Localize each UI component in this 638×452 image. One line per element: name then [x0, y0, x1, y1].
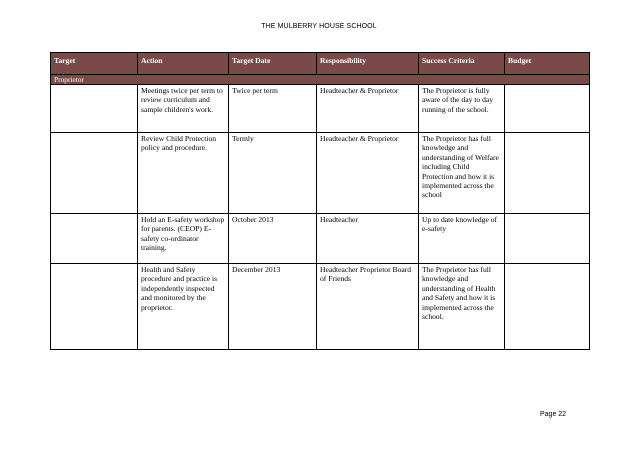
cell-action: Health and Safety procedure and practice is independently inspected and monitored by the proprietor. [138, 264, 229, 350]
cell-budget [505, 85, 590, 133]
cell-success-criteria: The Proprietor is fully aware of the day to day running of the school. [419, 85, 505, 133]
cell-responsibility: Headteacher [317, 214, 419, 264]
column-header-success-criteria: Success Criteria [419, 53, 505, 75]
cell-target-date: December 2013 [229, 264, 317, 350]
section-label: Proprietor [51, 75, 590, 85]
cell-success-criteria: The Proprietor has full knowledge and understanding of Welfare including Child Protection and how it is implemented across the school [419, 133, 505, 214]
column-header-target: Target [51, 53, 138, 75]
table-row [51, 85, 590, 133]
cell-target-date: October 2013 [229, 214, 317, 264]
column-header-target-date: Target Date [229, 53, 317, 75]
cell-action: Hold an E-safety workshop for parents. (CEOP) E-safety co-ordinator training. [138, 214, 229, 264]
cell-responsibility: Headteacher & Proprietor [317, 133, 419, 214]
table-row [51, 133, 590, 214]
cell-budget [505, 133, 590, 214]
document-header-title: THE MULBERRY HOUSE SCHOOL [261, 23, 377, 30]
cell-budget [505, 214, 590, 264]
cell-success-criteria: Up to date knowledge of e-safety [419, 214, 505, 264]
column-header-responsibility: Responsibility [317, 53, 419, 75]
cell-action: Review Child Protection policy and procedure. [138, 133, 229, 214]
column-header-budget: Budget [505, 53, 590, 75]
column-header-action: Action [138, 53, 229, 75]
cell-success-criteria: The Proprietor has full knowledge and understanding of Health and Safety and how it is implemented across the school. [419, 264, 505, 350]
cell-target-date: Twice per term [229, 85, 317, 133]
cell-target [51, 214, 138, 264]
page-number: Page 22 [540, 411, 567, 418]
cell-responsibility: Headteacher Proprietor Board of Friends [317, 264, 419, 350]
cell-target [51, 85, 138, 133]
table-row [51, 264, 590, 350]
cell-target [51, 133, 138, 214]
cell-target [51, 264, 138, 350]
section-row-proprietor [51, 75, 590, 85]
cell-action: Meetings twice per term to review curriculum and sample children's work. [138, 85, 229, 133]
action-plan-table [50, 52, 590, 350]
cell-target-date: Termly [229, 133, 317, 214]
table-row [51, 214, 590, 264]
cell-budget [505, 264, 590, 350]
cell-responsibility: Headteacher & Proprietor [317, 85, 419, 133]
table-header-row [51, 53, 590, 75]
